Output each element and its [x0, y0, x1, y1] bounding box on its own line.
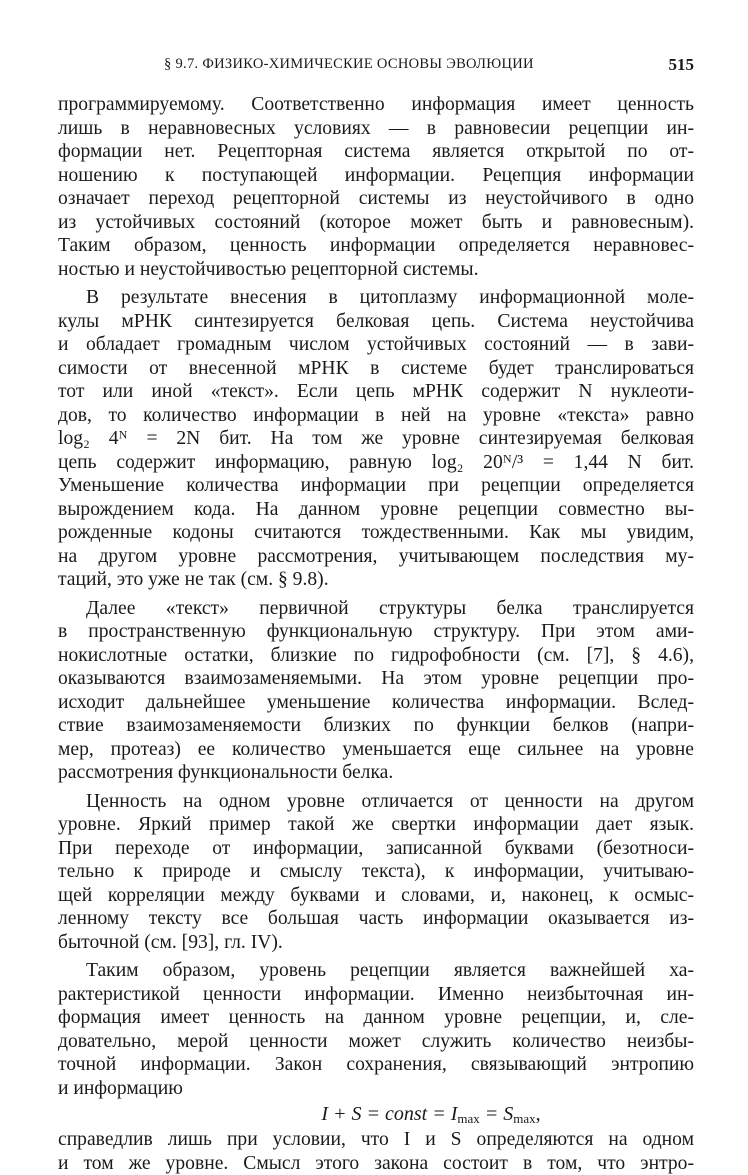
- text-line: тот или иной «текст». Если цепь мРНК содержит N нуклеоти-: [58, 380, 694, 404]
- text-line: справедлив лишь при условии, что I и S определяются на одном: [58, 1128, 694, 1152]
- text-line: означает переход рецепторной системы из неустойчивого в одно: [58, 187, 694, 211]
- text-line: таций, это уже не так (см. § 9.8).: [58, 568, 694, 592]
- page-number: 515: [669, 55, 695, 75]
- text-line: быточной (см. [93], гл. IV).: [58, 931, 694, 955]
- text-line: рассмотрения функциональности белка.: [58, 761, 694, 785]
- text-line: ленному тексту все большая часть информации оказывается из-: [58, 907, 694, 931]
- text-line: и обладает громадным числом устойчивых состояний — в зави-: [58, 333, 694, 357]
- text-line: симости от внесенной мРНК в системе будет транслироваться: [58, 357, 694, 381]
- text-line: ностью и неустойчивостью рецепторной системы.: [58, 258, 694, 282]
- text-line: дов, то количество информации в ней на уровне «текста» равно: [58, 404, 694, 428]
- formula-mid: = S: [480, 1103, 514, 1125]
- formula-tail: ,: [536, 1103, 541, 1125]
- text-line: log₂ 4ᴺ = 2N бит. На том же уровне синтезируемая белковая: [58, 427, 694, 451]
- text-line: в пространственную функциональную структуру. При этом ами-: [58, 620, 694, 644]
- text-line: ношению к поступающей информации. Рецепция информации: [58, 164, 694, 188]
- text-line: программируемому. Соответственно информация имеет ценность: [58, 93, 694, 117]
- text-line: рактеристикой ценности информации. Именно неизбыточная ин-: [58, 983, 694, 1007]
- formula-lhs: I + S = const = I: [321, 1103, 457, 1125]
- text-line: Таким образом, уровень рецепции является важнейшей ха-: [58, 959, 694, 983]
- text-line: и информацию: [58, 1077, 694, 1101]
- text-line: вырождением кода. На данном уровне рецепции совместно вы-: [58, 498, 694, 522]
- formula-subscript: max: [457, 1111, 479, 1126]
- text-line: на другом уровне рассмотрения, учитывающем последствия му-: [58, 545, 694, 569]
- page-body: [58, 93, 694, 1175]
- text-line: цепь содержит информацию, равную log₂ 20ᴺ/³ = 1,44 N бит.: [58, 451, 694, 475]
- text-line: ствие взаимозаменяемости близких по функции белков (напри-: [58, 714, 694, 738]
- text-line: Далее «текст» первичной структуры белка транслируется: [58, 597, 694, 621]
- running-header-title: § 9.7. ФИЗИКО-ХИМИЧЕСКИЕ ОСНОВЫ ЭВОЛЮЦИИ: [164, 56, 534, 73]
- text-line: Уменьшение количества информации при рецепции определяется: [58, 474, 694, 498]
- text-line: и том же уровне. Смысл этого закона состоит в том, что энтро-: [58, 1152, 694, 1175]
- text-line: оказываются взаимозаменяемыми. На этом уровне рецепции про-: [58, 667, 694, 691]
- text-line: исходит дальнейшее уменьшение количества информации. Вслед-: [58, 691, 694, 715]
- text-line: Таким образом, ценность информации определяется неравновес-: [58, 234, 694, 258]
- formula-subscript: max: [513, 1111, 535, 1126]
- text-line: точной информации. Закон сохранения, связывающий энтропию: [58, 1053, 694, 1077]
- conservation-law-formula: [58, 1100, 694, 1128]
- text-line: Ценность на одном уровне отличается от ценности на другом: [58, 790, 694, 814]
- text-line: уровне. Яркий пример такой же свертки информации дает язык.: [58, 813, 694, 837]
- text-line: из устойчивых состояний (которое может быть и равновесным).: [58, 211, 694, 235]
- text-line: нокислотные остатки, близкие по гидрофобности (см. [7], § 4.6),: [58, 644, 694, 668]
- running-header: [58, 56, 694, 78]
- text-line: При переходе от информации, записанной буквами (безотноси-: [58, 837, 694, 861]
- text-line: В результате внесения в цитоплазму информационной моле-: [58, 286, 694, 310]
- text-line: формации нет. Рецепторная система является открытой по от-: [58, 140, 694, 164]
- text-line: формация имеет ценность на данном уровне рецепции, и, сле-: [58, 1006, 694, 1030]
- text-line: лишь в неравновесных условиях — в равновесии рецепции ин-: [58, 117, 694, 141]
- text-line: довательно, мерой ценности может служить количество неизбы-: [58, 1030, 694, 1054]
- text-line: тельно к природе и смыслу текста), к информации, учитываю-: [58, 860, 694, 884]
- text-line: рожденные кодоны считаются тождественными. Как мы увидим,: [58, 521, 694, 545]
- text-line: мер, протеаз) ее количество уменьшается еще сильнее на уровне: [58, 738, 694, 762]
- text-line: кулы мРНК синтезируется белковая цепь. Система неустойчива: [58, 310, 694, 334]
- text-line: щей корреляции между буквами и словами, и, наконец, к осмыс-: [58, 884, 694, 908]
